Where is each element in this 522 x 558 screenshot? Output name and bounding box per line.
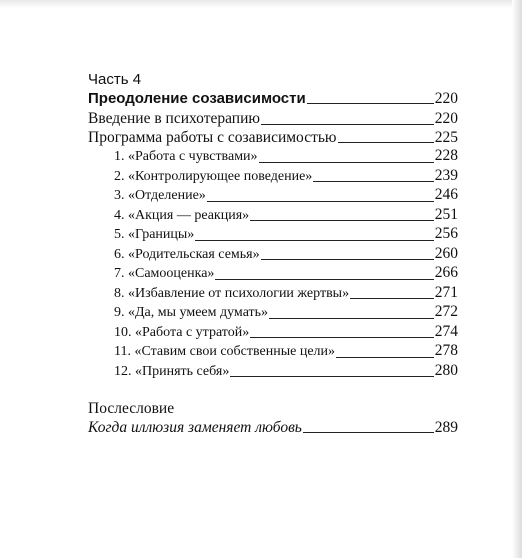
toc-entry-page: 225	[434, 128, 458, 146]
dot-leader	[338, 142, 434, 143]
toc-item-3[interactable]	[88, 186, 458, 206]
toc-item-page: 251	[434, 205, 458, 223]
toc-item-page: 260	[434, 244, 458, 262]
toc-item-11[interactable]	[88, 342, 458, 362]
toc-item-title: 12. «Принять себя»	[114, 363, 230, 379]
toc-entry-title: Программа работы с созависимостью	[88, 128, 337, 146]
toc-item-page: 280	[434, 361, 458, 379]
dot-leader	[303, 432, 434, 433]
toc-heading-title: Преодоление созависимости	[88, 90, 306, 107]
dot-leader	[250, 337, 434, 338]
toc-item-title: 1. «Работа с чувствами»	[114, 149, 258, 164]
page-right-edge	[512, 0, 522, 558]
toc-item-title: 7. «Самооценка»	[114, 266, 215, 281]
toc-item-4[interactable]	[88, 206, 458, 226]
toc-item-page: 266	[434, 264, 458, 281]
toc-heading-entry[interactable]	[88, 89, 458, 108]
toc-item-page: 271	[434, 283, 458, 301]
toc-entry-intro[interactable]	[88, 110, 458, 129]
toc-item-title: 8. «Избавление от психологии жертвы»	[114, 285, 350, 301]
section-gap	[88, 381, 458, 400]
toc-item-7[interactable]	[88, 264, 458, 284]
toc-item-title: 3. «Отделение»	[114, 188, 206, 203]
dot-leader	[230, 376, 433, 377]
dot-leader	[250, 220, 434, 221]
dot-leader	[195, 240, 433, 241]
toc-item-9[interactable]	[88, 303, 458, 323]
dot-leader	[259, 162, 434, 163]
toc-item-8[interactable]	[88, 284, 458, 304]
dot-leader	[261, 259, 434, 260]
toc-entry-program[interactable]	[88, 129, 458, 148]
toc-item-title: 4. «Акция — реакция»	[114, 207, 250, 223]
toc-item-page: 278	[434, 342, 458, 359]
dot-leader	[350, 298, 434, 299]
toc-item-title: 9. «Да, мы умеем думать»	[114, 305, 269, 320]
toc-item-5[interactable]	[88, 225, 458, 245]
part-label: Часть 4	[88, 71, 142, 88]
toc-item-page: 272	[434, 303, 458, 320]
dot-leader	[261, 124, 434, 125]
dot-leader	[215, 279, 433, 280]
toc-item-1[interactable]	[88, 147, 458, 167]
toc-item-title: 2. «Контролирующее поведение»	[114, 168, 313, 184]
dot-leader	[336, 357, 434, 358]
toc-heading-page: 220	[434, 90, 458, 107]
toc-item-title: 5. «Границы»	[114, 227, 195, 242]
toc-item-title: 11. «Ставим свои собственные цели»	[114, 344, 336, 359]
toc-item-page: 274	[434, 322, 458, 340]
toc-item-page: 228	[434, 147, 458, 164]
toc-item-title: 6. «Родительская семья»	[114, 246, 260, 262]
dot-leader	[269, 318, 434, 319]
toc-item-2[interactable]	[88, 167, 458, 187]
dot-leader	[313, 181, 433, 182]
dot-leader	[307, 103, 434, 104]
toc-item-10[interactable]	[88, 323, 458, 343]
toc-entry-title: Введение в психотерапию	[88, 110, 260, 127]
toc-item-title: 10. «Работа с утратой»	[114, 324, 250, 340]
toc-entry-page: 220	[434, 110, 458, 127]
toc-afterword-entry[interactable]	[88, 419, 458, 438]
afterword-label: Послесловие	[88, 400, 175, 417]
page-top-edge	[0, 0, 522, 8]
toc-item-6[interactable]	[88, 245, 458, 265]
toc-item-page: 239	[434, 166, 458, 184]
toc-afterword-page: 289	[434, 418, 458, 436]
table-of-contents	[88, 71, 458, 437]
toc-item-12[interactable]	[88, 362, 458, 382]
dot-leader	[207, 201, 434, 202]
toc-item-page: 256	[434, 225, 458, 242]
toc-item-page: 246	[434, 186, 458, 203]
toc-afterword-title: Когда иллюзия заменяет любовь	[88, 418, 302, 436]
